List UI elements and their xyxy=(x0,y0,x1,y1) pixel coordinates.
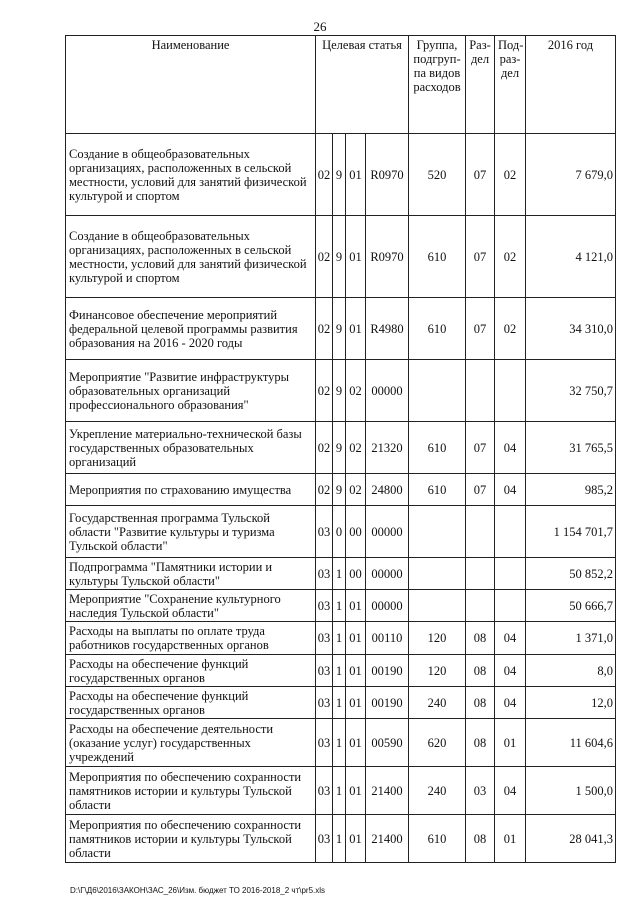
row-section xyxy=(466,590,495,622)
row-direction-code: 00110 xyxy=(366,622,409,655)
row-amount-2016: 32 750,7 xyxy=(526,360,616,422)
row-subsection: 02 xyxy=(495,216,526,298)
row-subprogram-code: 9 xyxy=(333,298,346,360)
row-expense-group: 610 xyxy=(409,815,466,863)
row-expense-group: 620 xyxy=(409,719,466,767)
row-program-code: 02 xyxy=(316,474,333,506)
file-path-footer: D:\Г\Д6\2016\ЗАКОН\ЗАС_26\Изм. бюджет ТО 2016-2018_2 чт\pr5.xls xyxy=(70,886,326,895)
row-direction-code: R0970 xyxy=(366,134,409,216)
header-group: Группа, подгруп-па видов расходов xyxy=(409,36,466,134)
row-subprogram-code: 1 xyxy=(333,719,346,767)
row-section: 08 xyxy=(466,655,495,687)
table-row xyxy=(66,687,616,719)
row-amount-2016: 985,2 xyxy=(526,474,616,506)
table-row xyxy=(66,815,616,863)
row-name: Расходы на обеспечение функций государственных органов xyxy=(66,655,316,687)
row-section: 08 xyxy=(466,815,495,863)
row-subsection: 04 xyxy=(495,422,526,474)
row-amount-2016: 50 852,2 xyxy=(526,558,616,590)
row-activity-code: 02 xyxy=(346,474,366,506)
row-name: Государственная программа Тульской области "Развитие культуры и туризма Тульской области" xyxy=(66,506,316,558)
row-direction-code: R0970 xyxy=(366,216,409,298)
row-activity-code: 01 xyxy=(346,298,366,360)
row-program-code: 02 xyxy=(316,298,333,360)
row-expense-group xyxy=(409,558,466,590)
row-name: Финансовое обеспечение мероприятий федеральной целевой программы развития образования на 2016 - 2020 годы xyxy=(66,298,316,360)
row-name: Создание в общеобразовательных организациях, расположенных в сельской местности, условий для занятий физической культурой и спортом xyxy=(66,216,316,298)
row-name: Укрепление материально-технической базы государственных образовательных организаций xyxy=(66,422,316,474)
row-program-code: 03 xyxy=(316,719,333,767)
row-program-code: 02 xyxy=(316,422,333,474)
row-program-code: 02 xyxy=(316,134,333,216)
row-subprogram-code: 1 xyxy=(333,590,346,622)
table-row xyxy=(66,134,616,216)
header-target-article: Целевая статья xyxy=(316,36,409,134)
row-expense-group: 610 xyxy=(409,216,466,298)
row-name: Мероприятия по страхованию имущества xyxy=(66,474,316,506)
row-activity-code: 01 xyxy=(346,687,366,719)
budget-table xyxy=(65,35,616,863)
row-expense-group: 240 xyxy=(409,687,466,719)
row-section: 08 xyxy=(466,719,495,767)
row-expense-group: 610 xyxy=(409,422,466,474)
row-amount-2016: 1 500,0 xyxy=(526,767,616,815)
row-direction-code: 00000 xyxy=(366,558,409,590)
row-activity-code: 01 xyxy=(346,719,366,767)
row-expense-group xyxy=(409,590,466,622)
row-section: 07 xyxy=(466,216,495,298)
row-program-code: 03 xyxy=(316,767,333,815)
header-subsection: Под-раз-дел xyxy=(495,36,526,134)
row-subsection: 01 xyxy=(495,719,526,767)
table-row xyxy=(66,360,616,422)
row-section: 07 xyxy=(466,298,495,360)
table-row xyxy=(66,767,616,815)
row-subprogram-code: 1 xyxy=(333,622,346,655)
row-amount-2016: 11 604,6 xyxy=(526,719,616,767)
row-program-code: 03 xyxy=(316,506,333,558)
row-section xyxy=(466,558,495,590)
row-subsection xyxy=(495,590,526,622)
row-section: 03 xyxy=(466,767,495,815)
row-program-code: 03 xyxy=(316,558,333,590)
row-expense-group: 610 xyxy=(409,474,466,506)
table-row xyxy=(66,719,616,767)
row-name: Подпрограмма "Памятники истории и культуры Тульской области" xyxy=(66,558,316,590)
row-subsection: 01 xyxy=(495,815,526,863)
row-name: Создание в общеобразовательных организациях, расположенных в сельской местности, условий для занятий физической культурой и спортом xyxy=(66,134,316,216)
row-section: 08 xyxy=(466,687,495,719)
row-name: Расходы на выплаты по оплате труда работников государственных органов xyxy=(66,622,316,655)
row-program-code: 02 xyxy=(316,360,333,422)
row-program-code: 02 xyxy=(316,216,333,298)
table-row xyxy=(66,474,616,506)
row-expense-group xyxy=(409,360,466,422)
row-program-code: 03 xyxy=(316,815,333,863)
row-program-code: 03 xyxy=(316,687,333,719)
row-expense-group: 240 xyxy=(409,767,466,815)
table-row xyxy=(66,506,616,558)
row-expense-group: 120 xyxy=(409,622,466,655)
row-activity-code: 01 xyxy=(346,216,366,298)
row-subprogram-code: 1 xyxy=(333,687,346,719)
row-subprogram-code: 1 xyxy=(333,655,346,687)
header-year: 2016 год xyxy=(526,36,616,134)
table-row xyxy=(66,216,616,298)
row-direction-code: 21400 xyxy=(366,767,409,815)
table-row xyxy=(66,655,616,687)
row-direction-code: 00000 xyxy=(366,360,409,422)
row-activity-code: 01 xyxy=(346,767,366,815)
row-name: Расходы на обеспечение функций государственных органов xyxy=(66,687,316,719)
row-subsection xyxy=(495,360,526,422)
row-program-code: 03 xyxy=(316,655,333,687)
row-subsection xyxy=(495,506,526,558)
row-amount-2016: 31 765,5 xyxy=(526,422,616,474)
row-name: Мероприятие "Развитие инфраструктуры образовательных организаций профессионального образования" xyxy=(66,360,316,422)
row-expense-group xyxy=(409,506,466,558)
row-direction-code: 00590 xyxy=(366,719,409,767)
row-direction-code: 21320 xyxy=(366,422,409,474)
row-expense-group: 610 xyxy=(409,298,466,360)
row-section: 08 xyxy=(466,622,495,655)
row-expense-group: 520 xyxy=(409,134,466,216)
table-row xyxy=(66,558,616,590)
row-subsection: 04 xyxy=(495,474,526,506)
row-name: Мероприятия по обеспечению сохранности памятников истории и культуры Тульской области xyxy=(66,815,316,863)
row-activity-code: 01 xyxy=(346,655,366,687)
row-name: Расходы на обеспечение деятельности (оказание услуг) государственных учреждений xyxy=(66,719,316,767)
row-amount-2016: 50 666,7 xyxy=(526,590,616,622)
row-direction-code: 00190 xyxy=(366,687,409,719)
row-direction-code: 00000 xyxy=(366,590,409,622)
row-expense-group: 120 xyxy=(409,655,466,687)
table-row xyxy=(66,298,616,360)
row-amount-2016: 8,0 xyxy=(526,655,616,687)
table-row xyxy=(66,422,616,474)
row-subprogram-code: 1 xyxy=(333,558,346,590)
row-activity-code: 00 xyxy=(346,558,366,590)
table-header-row xyxy=(66,36,616,134)
row-section: 07 xyxy=(466,134,495,216)
row-subsection: 04 xyxy=(495,655,526,687)
row-subprogram-code: 1 xyxy=(333,815,346,863)
row-direction-code: 00190 xyxy=(366,655,409,687)
row-amount-2016: 1 154 701,7 xyxy=(526,506,616,558)
row-program-code: 03 xyxy=(316,622,333,655)
row-activity-code: 01 xyxy=(346,622,366,655)
row-subprogram-code: 9 xyxy=(333,216,346,298)
row-activity-code: 02 xyxy=(346,422,366,474)
row-amount-2016: 7 679,0 xyxy=(526,134,616,216)
row-subprogram-code: 9 xyxy=(333,474,346,506)
page-number: 26 xyxy=(313,19,327,34)
row-amount-2016: 34 310,0 xyxy=(526,298,616,360)
row-direction-code: R4980 xyxy=(366,298,409,360)
header-section: Раз-дел xyxy=(466,36,495,134)
row-activity-code: 01 xyxy=(346,815,366,863)
row-subsection: 02 xyxy=(495,134,526,216)
row-subprogram-code: 1 xyxy=(333,767,346,815)
row-program-code: 03 xyxy=(316,590,333,622)
row-amount-2016: 12,0 xyxy=(526,687,616,719)
row-direction-code: 21400 xyxy=(366,815,409,863)
row-amount-2016: 28 041,3 xyxy=(526,815,616,863)
row-section xyxy=(466,506,495,558)
row-subprogram-code: 9 xyxy=(333,360,346,422)
row-subprogram-code: 9 xyxy=(333,134,346,216)
row-name: Мероприятие "Сохранение культурного наследия Тульской области" xyxy=(66,590,316,622)
row-subsection: 04 xyxy=(495,687,526,719)
table-row xyxy=(66,622,616,655)
row-activity-code: 01 xyxy=(346,134,366,216)
row-activity-code: 02 xyxy=(346,360,366,422)
row-section: 07 xyxy=(466,422,495,474)
row-activity-code: 01 xyxy=(346,590,366,622)
row-subsection xyxy=(495,558,526,590)
row-direction-code: 24800 xyxy=(366,474,409,506)
row-section: 07 xyxy=(466,474,495,506)
row-subprogram-code: 9 xyxy=(333,422,346,474)
row-section xyxy=(466,360,495,422)
header-name: Наименование xyxy=(66,36,316,134)
row-amount-2016: 1 371,0 xyxy=(526,622,616,655)
row-amount-2016: 4 121,0 xyxy=(526,216,616,298)
row-subsection: 02 xyxy=(495,298,526,360)
row-subsection: 04 xyxy=(495,622,526,655)
row-activity-code: 00 xyxy=(346,506,366,558)
row-subprogram-code: 0 xyxy=(333,506,346,558)
row-name: Мероприятия по обеспечению сохранности памятников истории и культуры Тульской области xyxy=(66,767,316,815)
row-direction-code: 00000 xyxy=(366,506,409,558)
row-subsection: 04 xyxy=(495,767,526,815)
table-row xyxy=(66,590,616,622)
